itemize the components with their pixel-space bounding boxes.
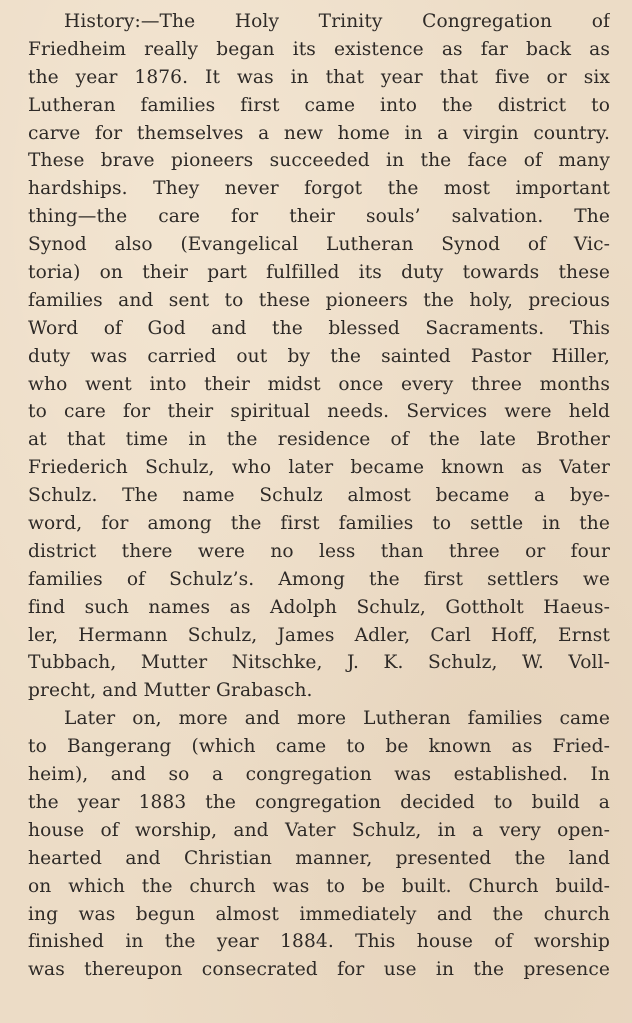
text-line: finished in the year 1884. This house of worship — [28, 931, 610, 953]
text-line: hearted and Christian manner, presented the land — [28, 847, 610, 869]
text-line: at that time in the residence of the late Brother — [28, 429, 610, 451]
text-line: word, for among the first families to settle in the — [28, 513, 610, 535]
text-line: Friederich Schulz, who later became known as Vater — [28, 457, 610, 479]
paragraph-congregation — [28, 705, 610, 984]
text-line: to care for their spiritual needs. Services were held — [28, 401, 610, 423]
text-line: Lutheran families first came into the district to — [28, 94, 610, 116]
text-line: house of worship, and Vater Schulz, in a very open- — [28, 819, 610, 841]
text-line: carve for themselves a new home in a virgin country. — [28, 122, 610, 144]
text-line: was thereupon consecrated for use in the presence — [28, 959, 610, 981]
text-line: the year 1876. It was in that year that five or six — [28, 66, 610, 88]
text-line: hardships. They never forgot the most important — [28, 178, 610, 200]
text-line: Tubbach, Mutter Nitschke, J. K. Schulz, W. Voll- — [28, 652, 610, 674]
text-line: district there were no less than three or four — [28, 540, 610, 562]
text-line: families of Schulz’s. Among the first settlers we — [28, 568, 610, 590]
text-line: thing—the care for their souls’ salvation. The — [28, 206, 610, 228]
text-line: Synod also (Evangelical Lutheran Synod of Vic- — [28, 234, 610, 256]
text-line: Schulz. The name Schulz almost became a bye- — [28, 485, 610, 507]
text-line: Word of God and the blessed Sacraments. This — [28, 317, 610, 339]
text-line: who went into their midst once every three months — [28, 373, 610, 395]
text-line: These brave pioneers succeeded in the face of many — [28, 150, 610, 172]
text-line: heim), and so a congregation was established. In — [28, 764, 610, 786]
text-line: find such names as Adolph Schulz, Gottholt Haeus- — [28, 596, 610, 618]
text-line: History:—The Holy Trinity Congregation of — [64, 11, 610, 32]
paragraph-history — [28, 8, 610, 705]
text-line: Later on, more and more Lutheran families came — [64, 708, 610, 730]
text-line: the year 1883 the congregation decided to build a — [28, 791, 610, 813]
text-line: ler, Hermann Schulz, James Adler, Carl Hoff, Ernst — [28, 624, 610, 646]
text-line: toria) on their part fulfilled its duty towards these — [28, 262, 610, 284]
text-line: precht, and Mutter Grabasch. — [28, 680, 313, 702]
text-line: Friedheim really began its existence as far back as — [28, 38, 610, 60]
text-line: on which the church was to be built. Church build- — [28, 875, 610, 897]
text-line: to Bangerang (which came to be known as Fried- — [28, 736, 610, 758]
text-line: duty was carried out by the sainted Pastor Hiller, — [28, 345, 610, 367]
text-line: families and sent to these pioneers the holy, precious — [28, 289, 610, 311]
text-line: ing was begun almost immediately and the church — [28, 903, 610, 925]
